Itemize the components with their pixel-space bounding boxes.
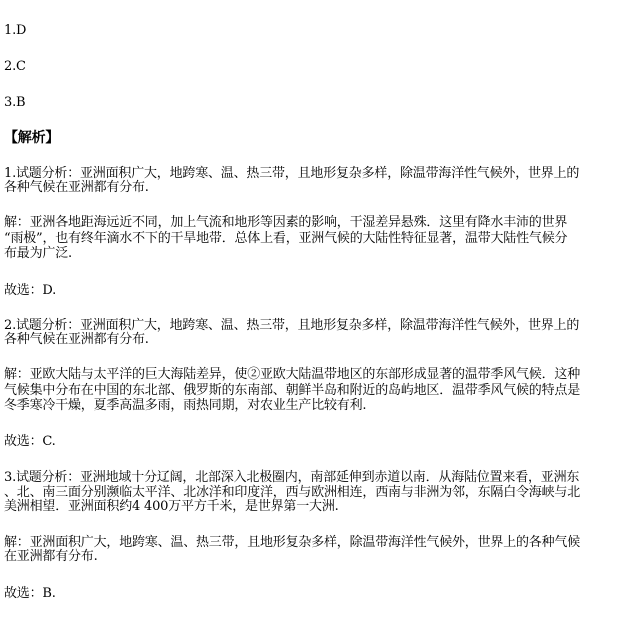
q3-analysis-line: 、北、南三面分别濒临太平洋、北冰洋和印度洋，西与欧洲相连，西南与非洲为邻，东隔白令海峡与北: [4, 485, 581, 500]
q3-analysis-line: 美洲相望．亚洲面积约4 400万平方千米，是世界第一大洲.: [4, 499, 339, 514]
q3-analysis-line: 3.试题分析：亚洲地域十分辽阔，北部深入北极圈内，南部延伸到赤道以南．从海陆位置来看，亚洲东: [4, 470, 580, 485]
q1-choice: 故选：D.: [4, 283, 57, 298]
q3-solution-line: 解：亚洲面积广大，地跨寒、温、热三带，且地形复杂多样，除温带海洋性气候外，世界上的各种气候: [4, 535, 581, 550]
q1-analysis-line: 1.试题分析：亚洲面积广大，地跨寒、温、热三带，且地形复杂多样，除温带海洋性气候外，世界上的: [4, 166, 580, 181]
q1-solution-line: 解：亚洲各地距海远近不同，加上气流和地形等因素的影响，干湿差异悬殊．这里有降水丰沛的世界: [4, 215, 568, 230]
q2-solution-line: 冬季寒冷干燥，夏季高温多雨，雨热同期，对农业生产比较有利.: [4, 398, 367, 413]
answer-2: 2.C: [4, 59, 26, 74]
q2-choice: 故选：C.: [4, 434, 56, 449]
q1-analysis-line: 各种气候在亚洲都有分布.: [4, 180, 149, 195]
analysis-heading: 【解析】: [4, 130, 60, 146]
answer-1: 1.D: [4, 23, 27, 38]
q1-solution-line: “雨极”，也有终年滴水不下的干旱地带．总体上看，亚洲气候的大陆性特征显著，温带大陆性气候分: [4, 231, 568, 246]
q2-analysis-line: 各种气候在亚洲都有分布.: [4, 332, 149, 347]
q3-solution-line: 在亚洲都有分布.: [4, 549, 98, 564]
q2-solution-line: 气候集中分布在中国的东北部、俄罗斯的东南部、朝鲜半岛和附近的岛屿地区．温带季风气候的特点是: [4, 383, 581, 398]
q2-solution-line: 解：亚欧大陆与太平洋的巨大海陆差异，使②亚欧大陆温带地区的东部形成显著的温带季风气候．这种: [4, 367, 581, 382]
answer-3: 3.B: [4, 95, 26, 110]
q2-analysis-line: 2.试题分析：亚洲面积广大，地跨寒、温、热三带，且地形复杂多样，除温带海洋性气候外，世界上的: [4, 318, 580, 333]
q3-choice: 故选：B.: [4, 586, 56, 601]
q1-solution-line: 布最为广泛.: [4, 246, 72, 261]
